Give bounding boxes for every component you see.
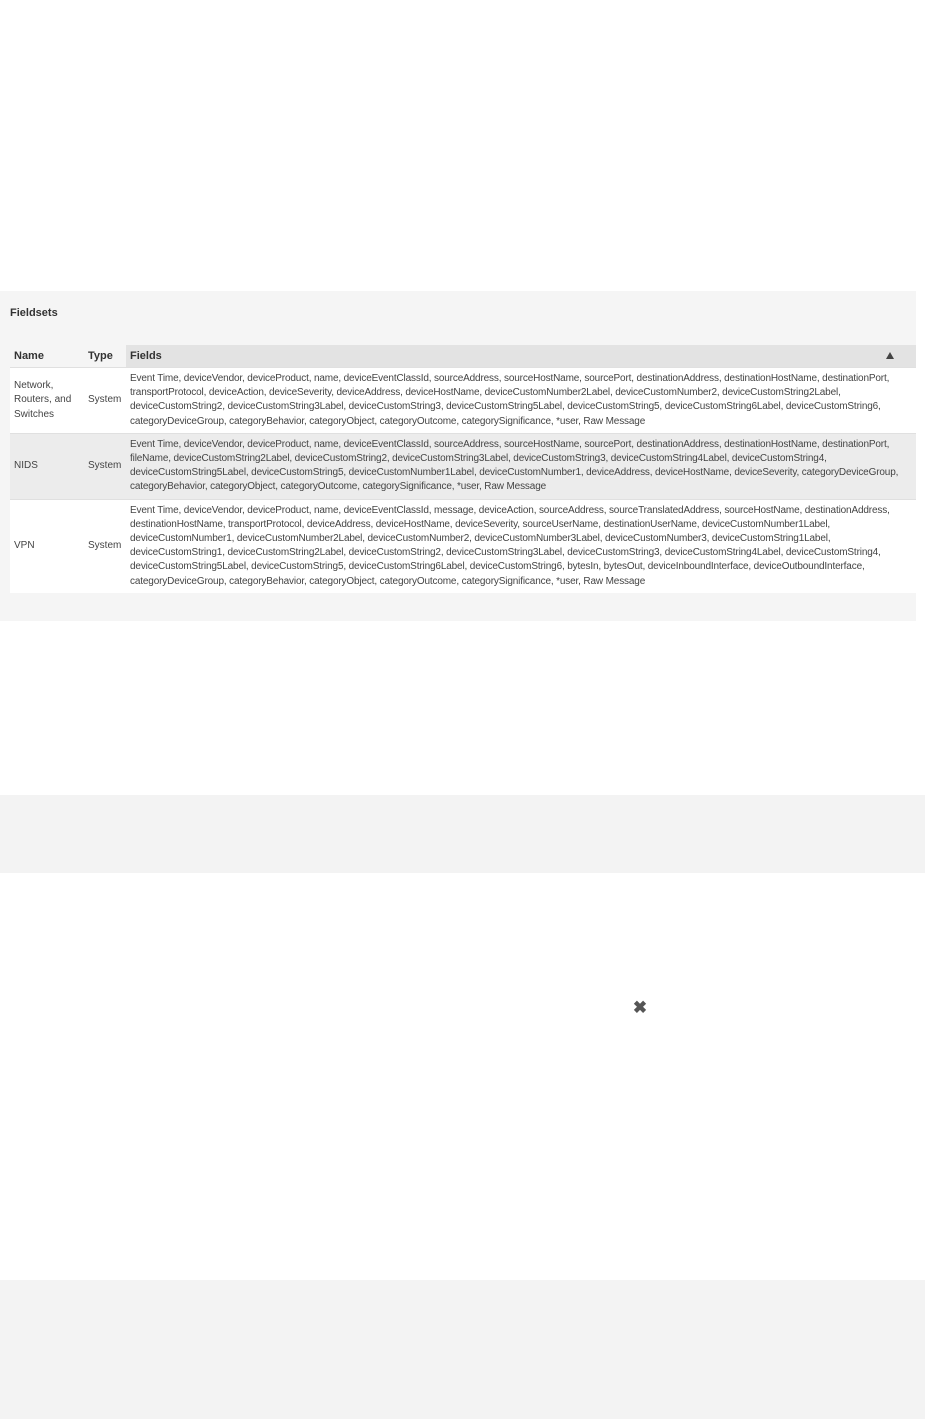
close-icon[interactable]: ✖ [632,998,648,1017]
cell-fields: Event Time, deviceVendor, deviceProduct, name, deviceEventClassId, message, deviceAction, sourceAddress, sourceTranslatedAddress, sourceHostName, destinationAddress, destinationHostName, transportProtocol, deviceAddress, deviceHostName, deviceSeverity, sourceUserName, destinationUserName, deviceCustomNumber1Label, deviceCustomNumber1, deviceCustomNumber2Label, deviceCustomNumber2, deviceCustomNumber3Label, deviceCustomNumber3, deviceCustomString1Label, deviceCustomString1, deviceCustomString2Label, deviceCustomString2, deviceCustomString3Label, deviceCustomString3, deviceCustomString4Label, deviceCustomString4, deviceCustomString5Label, deviceCustomString5, deviceCustomString6Label, deviceCustomString6, bytesIn, bytesOut, deviceInboundInterface, deviceOutboundInterface, categoryDeviceGroup, categoryBehavior, categoryObject, categoryOutcome, categorySignificance, *user, Raw Message [126,499,916,593]
cell-name: NIDS [10,433,84,499]
blank-panel-top [0,795,925,873]
cell-type: System [84,368,126,434]
cell-name: Network, Routers, and Switches [10,368,84,434]
cell-type: System [84,499,126,593]
table-row[interactable] [10,433,916,499]
sort-ascending-icon[interactable] [886,352,894,359]
column-header-name[interactable]: Name [14,350,44,362]
fieldsets-table [10,345,916,593]
blank-panel-bottom [0,1280,925,1419]
column-header-fields[interactable] [126,345,916,368]
table-row[interactable] [10,499,916,593]
table-header-row [10,345,916,368]
column-header-type[interactable]: Type [88,350,113,362]
cell-type: System [84,433,126,499]
table-row[interactable] [10,368,916,434]
panel-title: Fieldsets [10,307,58,319]
cell-fields: Event Time, deviceVendor, deviceProduct, name, deviceEventClassId, sourceAddress, sourceHostName, sourcePort, destinationAddress, destinationHostName, destinationPort, transportProtocol, deviceAction, deviceSeverity, deviceAddress, deviceHostName, deviceCustomNumber2Label, deviceCustomNumber2, deviceCustomString2Label, deviceCustomString2, deviceCustomString3Label, deviceCustomString3, deviceCustomString5Label, deviceCustomString5, deviceCustomString6Label, deviceCustomString6, categoryDeviceGroup, categoryBehavior, categoryObject, categoryOutcome, categorySignificance, *user, Raw Message [126,368,916,434]
cell-name: VPN [10,499,84,593]
cell-fields: Event Time, deviceVendor, deviceProduct, name, deviceEventClassId, sourceAddress, sourceHostName, sourcePort, destinationAddress, destinationHostName, destinationPort, fileName, deviceCustomString2Label, deviceCustomString2, deviceCustomString3Label, deviceCustomString3, deviceCustomString4Label, deviceCustomString4, deviceCustomString5Label, deviceCustomString5, deviceCustomNumber1Label, deviceCustomNumber1, deviceAddress, deviceHostName, deviceSeverity, categoryDeviceGroup, categoryBehavior, categoryObject, categoryOutcome, categorySignificance, *user, Raw Message [126,433,916,499]
fieldsets-panel [0,291,916,621]
column-header-fields-label: Fields [130,350,162,362]
